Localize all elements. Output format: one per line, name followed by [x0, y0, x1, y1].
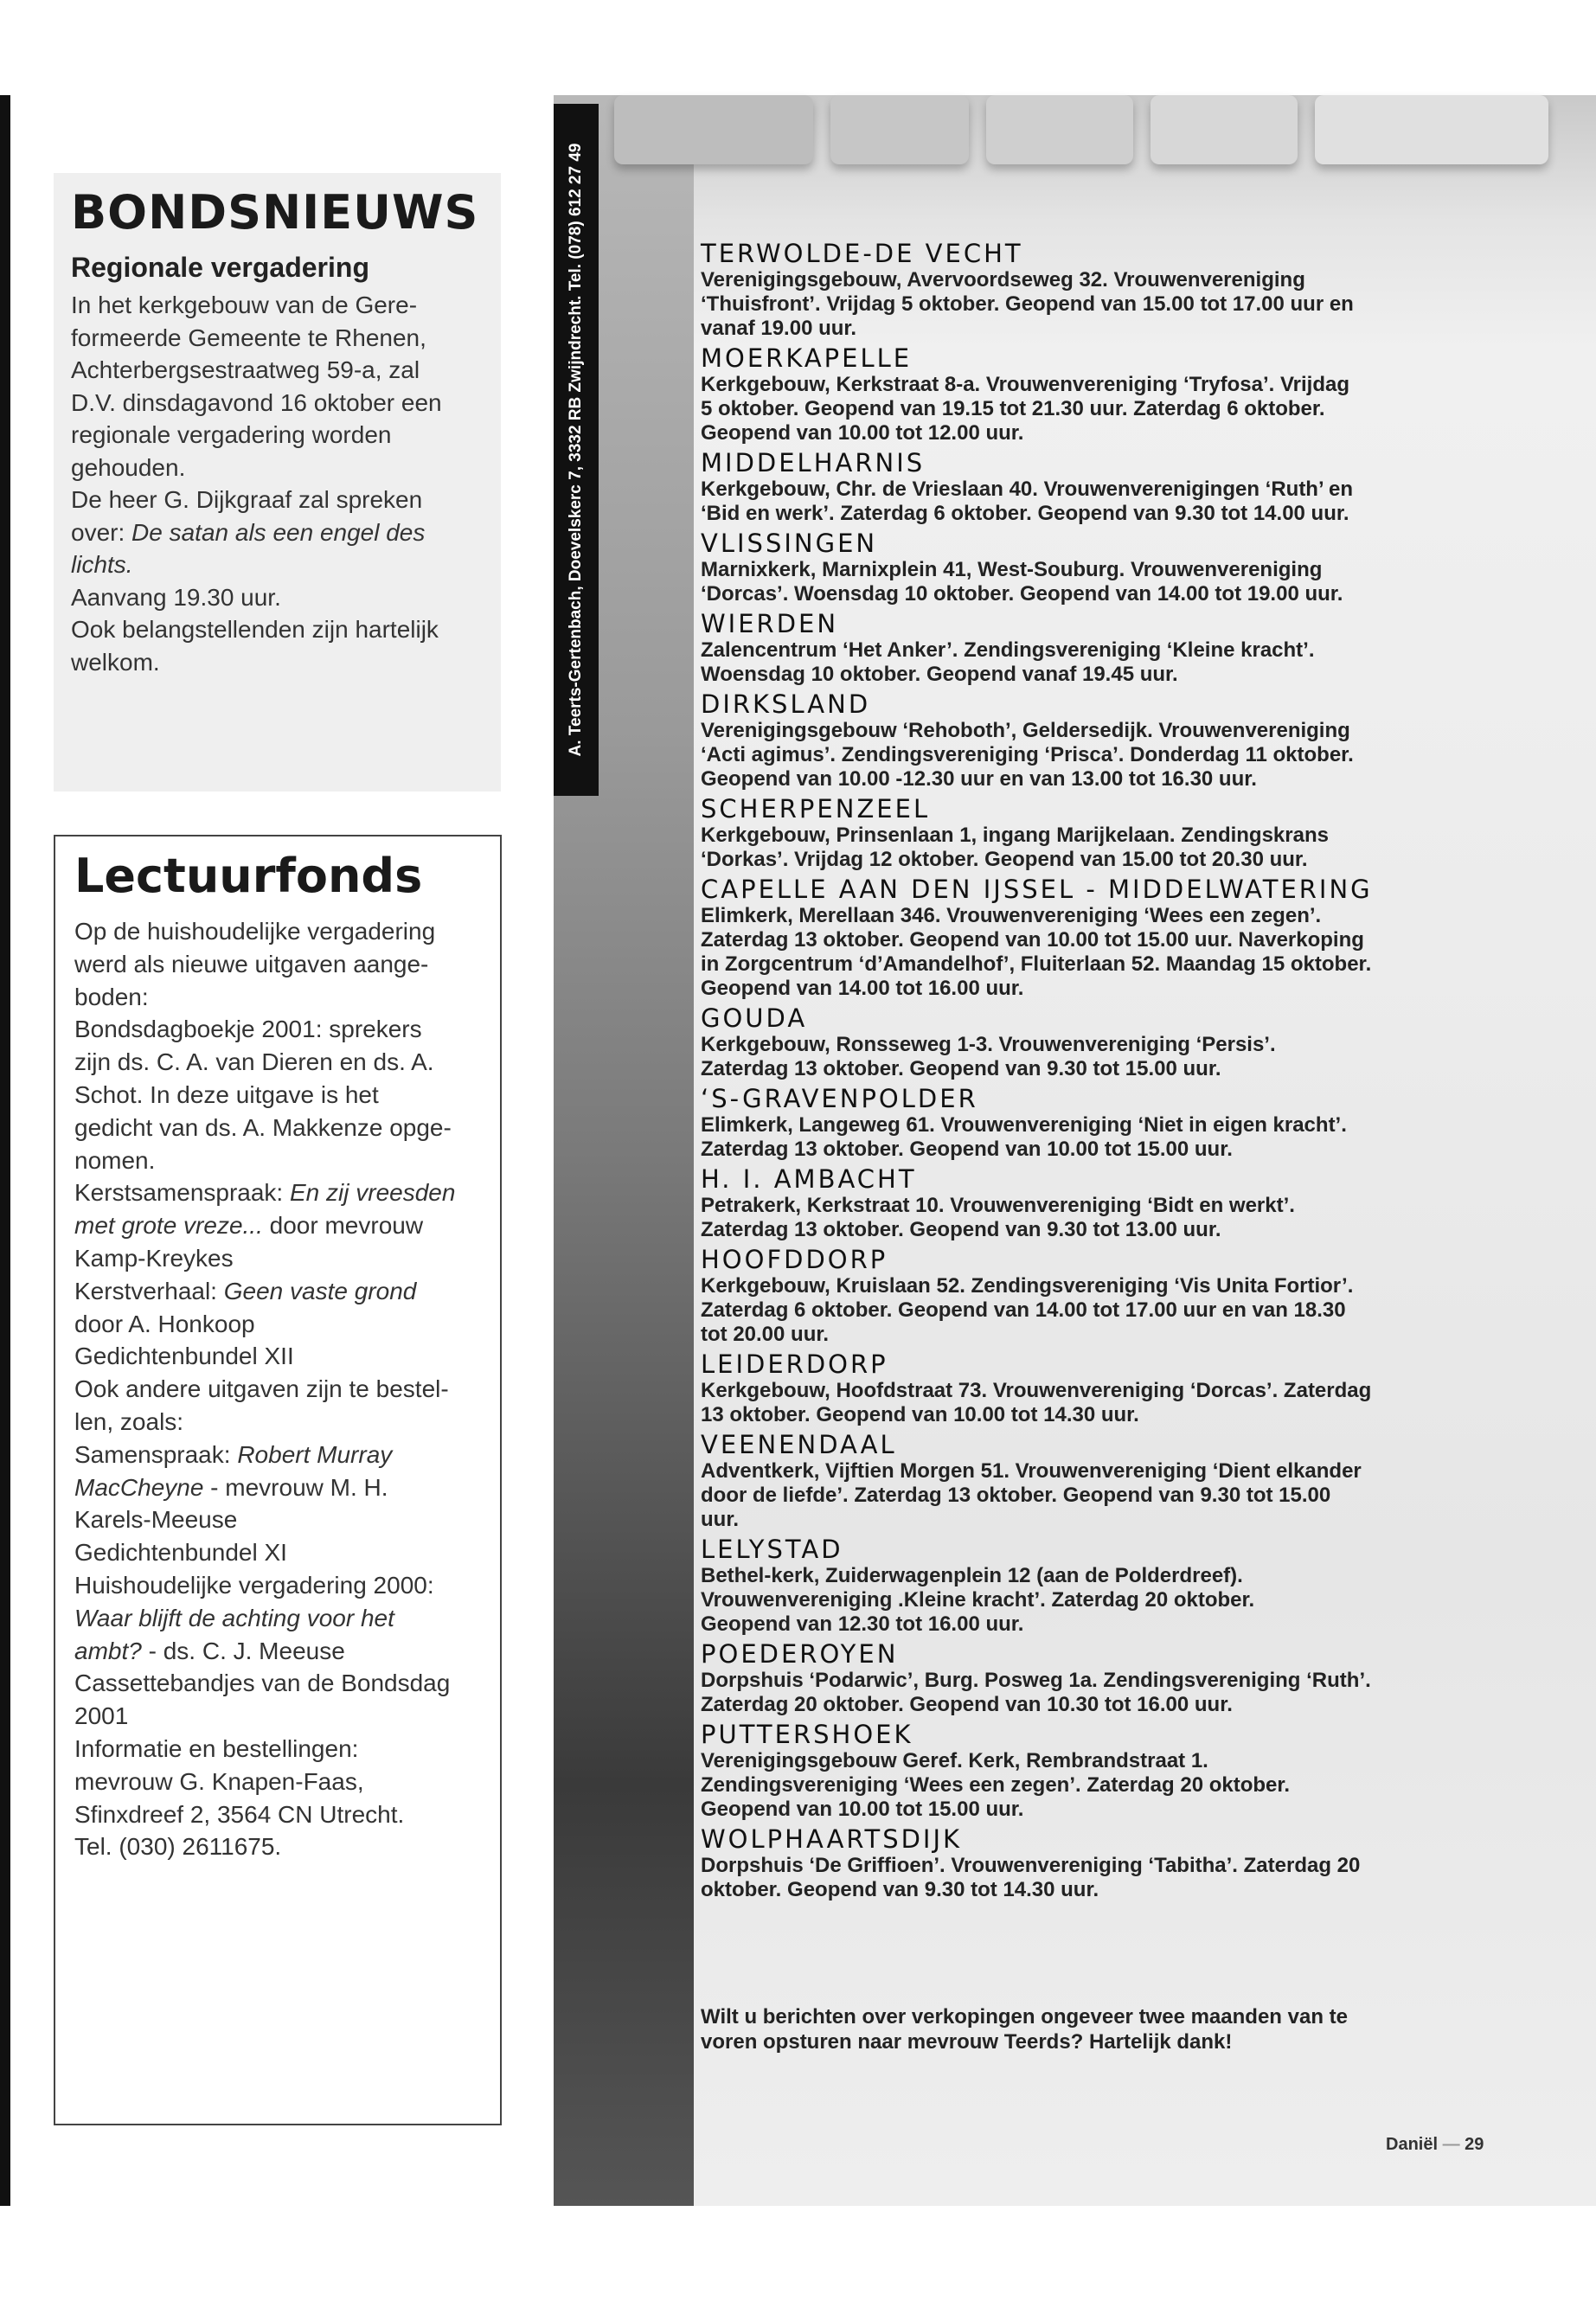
listing-detail-line: ‘Thuisfront’. Vrijdag 5 oktober. Geopend van 15.00 tot 17.00 uur en	[701, 292, 1354, 316]
listing-town: VEENENDAAL	[701, 1430, 897, 1459]
listing-detail-line: Kerkgebouw, Chr. de Vrieslaan 40. Vrouwenverenigingen ‘Ruth’ en	[701, 478, 1353, 501]
lectuurfonds-line: boden:	[74, 983, 149, 1010]
listing-detail-line: door de liefde’. Zaterdag 13 oktober. Geopend van 9.30 tot 15.00	[701, 1484, 1331, 1507]
lectuurfonds-line: Tel. (030) 2611675.	[74, 1833, 282, 1861]
listing-town: DIRKSLAND	[701, 689, 871, 719]
listing-detail-line: Zaterdag 6 oktober. Geopend van 14.00 tot 17.00 uur en van 18.30	[701, 1298, 1346, 1322]
listing-town: VLISSINGEN	[701, 529, 878, 558]
lectuurfonds-samenspraak-label: Samenspraak:	[74, 1440, 238, 1468]
listing-town: WIERDEN	[701, 609, 839, 638]
listing-detail-line: Geopend van 14.00 tot 16.00 uur.	[701, 977, 1024, 1000]
listing-detail-line: Kerkgebouw, Kruislaan 52. Zendingsvereniging ‘Vis Unita Fortior’.	[701, 1274, 1354, 1298]
listing-detail-line: Zaterdag 13 oktober. Geopend van 10.00 tot 15.00 uur. Naverkoping	[701, 928, 1364, 952]
bondsnieuws-line: D.V. dinsdagavond 16 oktober een	[71, 388, 442, 416]
listing-detail-line: Vrouwenvereniging .Kleine kracht’. Zaterdag 20 oktober.	[701, 1588, 1255, 1612]
listing-detail-line: ‘Dorcas’. Woensdag 10 oktober. Geopend van 14.00 tot 19.00 uur.	[701, 582, 1343, 606]
listing-town: CAPELLE AAN DEN IJSSEL - MIDDELWATERING	[701, 875, 1373, 904]
listing-entry	[701, 529, 1566, 606]
listing-detail-line: Petrakerk, Kerkstraat 10. Vrouwenvereniging ‘Bidt en werkt’.	[701, 1194, 1295, 1217]
listing-detail-line: Dorpshuis ‘De Griffioen’. Vrouwenvereniging ‘Tabitha’. Zaterdag 20	[701, 1854, 1361, 1877]
bondsnieuws-line: formeerde Gemeente te Rhenen,	[71, 324, 426, 351]
lectuurfonds-line	[74, 1471, 483, 1504]
sale-listings	[701, 239, 1566, 1905]
listing-detail-line: Zaterdag 20 oktober. Geopend van 10.30 tot 16.00 uur.	[701, 1693, 1233, 1716]
listing-entry	[701, 1639, 1566, 1717]
listing-town: LELYSTAD	[701, 1535, 843, 1564]
listing-town: LEIDERDORP	[701, 1349, 888, 1379]
listing-entry	[701, 609, 1566, 687]
listing-detail-line: Verenigingsgebouw Geref. Kerk, Rembrandstraat 1.	[701, 1749, 1208, 1772]
bondsnieuws-line: In het kerkgebouw van de Gere-	[71, 292, 418, 318]
lectuurfonds-box	[54, 835, 502, 2125]
listing-entry	[701, 1720, 1566, 1822]
listing-detail-line: Geopend van 10.00 -12.30 uur en van 13.00 tot 16.30 uur.	[701, 767, 1257, 791]
lectuurfonds-kerst-italic-2: met grote vreze...	[74, 1212, 263, 1240]
listing-entry	[701, 875, 1566, 1001]
left-margin-rule	[0, 95, 10, 2206]
footnote-line: voren opsturen naar mevrouw Teerds? Hartelijk dank!	[701, 2030, 1233, 2054]
lectuurfonds-line: Op de huishoudelijke vergadering	[74, 918, 436, 945]
photo-credit-bar	[554, 104, 599, 796]
listing-entry	[701, 1349, 1566, 1427]
lectuurfonds-line: Karels-Meeuse	[74, 1506, 238, 1534]
magazine-name: Daniël	[1386, 2135, 1439, 2154]
listing-town: MIDDELHARNIS	[701, 448, 926, 478]
bondsnieuws-line	[71, 516, 484, 549]
lectuurfonds-line: Kamp-Kreykes	[74, 1244, 234, 1272]
listing-detail-line: Verenigingsgebouw, Avervoordseweg 32. Vrouwenvereniging	[701, 268, 1305, 292]
listing-detail-line: Kerkgebouw, Prinsenlaan 1, ingang Marijkelaan. Zendingskrans	[701, 824, 1329, 847]
lectuurfonds-line: Ook andere uitgaven zijn te bestel-	[74, 1375, 449, 1403]
listing-town: SCHERPENZEEL	[701, 794, 931, 824]
listings-footnote	[701, 2004, 1548, 2054]
lectuurfonds-kerst-author: door mevrouw	[262, 1212, 424, 1240]
listing-detail-line: tot 20.00 uur.	[701, 1323, 830, 1346]
listing-detail-line: Bethel-kerk, Zuiderwagenplein 12 (aan de Polderdreef).	[701, 1564, 1243, 1587]
lectuurfonds-line	[74, 1439, 483, 1471]
footnote-line: Wilt u berichten over verkopingen ongeveer twee maanden van te	[701, 2005, 1348, 2029]
lectuurfonds-line: Bondsdagboekje 2001: sprekers	[74, 1016, 422, 1043]
listing-detail-line: 5 oktober. Geopend van 19.15 tot 21.30 uur. Zaterdag 6 oktober.	[701, 397, 1325, 420]
listing-detail-line: Woensdag 10 oktober. Geopend vanaf 19.45 uur.	[701, 663, 1178, 686]
bondsnieuws-line: Aanvang 19.30 uur.	[71, 583, 281, 611]
lectuurfonds-verhaal-label: Kerstverhaal:	[74, 1277, 224, 1304]
listing-entry	[701, 1164, 1566, 1242]
lectuurfonds-kerst-label: Kerstsamenspraak:	[74, 1179, 290, 1207]
footer-separator: —	[1442, 2135, 1465, 2154]
listing-town: POEDEROYEN	[701, 1639, 899, 1669]
listing-town: PUTTERSHOEK	[701, 1720, 913, 1749]
lectuurfonds-line: Huishoudelijke vergadering 2000:	[74, 1571, 434, 1599]
lectuurfonds-ambt-italic-2: ambt?	[74, 1637, 142, 1664]
keyboard-key-decoration	[830, 95, 969, 164]
keyboard-key-decoration	[614, 95, 813, 164]
listing-detail-line: Zaterdag 13 oktober. Geopend van 9.30 tot 13.00 uur.	[701, 1218, 1221, 1241]
lectuurfonds-samenspraak-italic-2: MacCheyne	[74, 1473, 204, 1501]
bondsnieuws-line: welkom.	[71, 648, 160, 676]
listing-detail-line: in Zorgcentrum ‘d’Amandelhof’, Fluiterlaan 52. Maandag 15 oktober.	[701, 952, 1372, 976]
listing-detail-line: Dorpshuis ‘Podarwic’, Burg. Posweg 1a. Zendingsvereniging ‘Ruth’.	[701, 1669, 1371, 1692]
listing-entry	[701, 1430, 1566, 1532]
bondsnieuws-title-italic: De satan als een engel des	[131, 518, 426, 546]
photo-credit-text: A. Teerts-Gertenbach, Doevelskerc 7, 3332 RB Zwijndrecht. Tel. (078) 612 27 49	[567, 143, 585, 757]
lectuurfonds-verhaal-italic: Geen vaste grond	[223, 1277, 417, 1304]
lectuurfonds-line	[74, 1602, 483, 1635]
listing-detail-line: 13 oktober. Geopend van 10.00 tot 14.30 uur.	[701, 1403, 1139, 1426]
bondsnieuws-box	[54, 173, 501, 792]
lectuurfonds-line: mevrouw G. Knapen-Faas,	[74, 1767, 364, 1795]
listing-town: HOOFDDORP	[701, 1245, 888, 1274]
listing-detail-line: ‘Acti agimus’. Zendingsvereniging ‘Prisca’. Donderdag 11 oktober.	[701, 743, 1354, 766]
lectuurfonds-line: door A. Honkoop	[74, 1310, 255, 1337]
listing-entry	[701, 239, 1566, 341]
listing-detail-line: vanaf 19.00 uur.	[701, 317, 857, 340]
listing-entry	[701, 343, 1566, 445]
listing-detail-line: Elimkerk, Merellaan 346. Vrouwenvereniging ‘Wees een zegen’.	[701, 904, 1322, 927]
listing-detail-line: Geopend van 10.00 tot 12.00 uur.	[701, 421, 1024, 445]
listing-detail-line: Kerkgebouw, Ronsseweg 1-3. Vrouwenvereniging ‘Persis’.	[701, 1033, 1276, 1056]
listing-detail-line: Marnixkerk, Marnixplein 41, West-Souburg. Vrouwenvereniging	[701, 558, 1323, 581]
keyboard-key-decoration	[1151, 95, 1298, 164]
listing-detail-line: Geopend van 10.00 tot 15.00 uur.	[701, 1798, 1024, 1821]
listing-detail-line: Elimkerk, Langeweg 61. Vrouwenvereniging ‘Niet in eigen kracht’.	[701, 1113, 1347, 1137]
lectuurfonds-samenspraak-italic: Robert Murray	[237, 1440, 393, 1468]
lectuurfonds-line: zijn ds. C. A. van Dieren en ds. A.	[74, 1048, 434, 1076]
lectuurfonds-line	[74, 1275, 483, 1308]
lectuurfonds-line: Cassettebandjes van de Bondsdag	[74, 1670, 451, 1697]
bondsnieuws-line: De heer G. Dijkgraaf zal spreken	[71, 486, 423, 513]
page-footer	[1386, 2135, 1484, 2155]
lectuurfonds-kerst-italic: En zij vreesden	[290, 1179, 456, 1207]
lectuurfonds-line	[74, 1209, 483, 1242]
listing-entry	[701, 1535, 1566, 1637]
listing-town: H. I. AMBACHT	[701, 1164, 917, 1194]
listing-detail-line: uur.	[701, 1508, 740, 1531]
listing-detail-line: Kerkgebouw, Hoofdstraat 73. Vrouwenvereniging ‘Dorcas’. Zaterdag	[701, 1379, 1372, 1402]
lectuurfonds-line: nomen.	[74, 1146, 156, 1174]
bondsnieuws-line: Achterbergsestraatweg 59-a, zal	[71, 356, 420, 383]
bondsnieuws-over: over:	[71, 518, 132, 546]
listing-detail-line: Verenigingsgebouw ‘Rehoboth’, Geldersedijk. Vrouwenvereniging	[701, 719, 1350, 742]
listing-detail-line: ‘Bid en werk’. Zaterdag 6 oktober. Geopend van 9.30 tot 14.00 uur.	[701, 502, 1349, 525]
bondsnieuws-title-italic-2: lichts.	[71, 551, 133, 578]
lectuurfonds-line: Schot. In deze uitgave is het	[74, 1080, 379, 1108]
listing-entry	[701, 1003, 1566, 1081]
lectuurfonds-line: 2001	[74, 1702, 129, 1730]
listing-detail-line: Zendingsvereniging ‘Wees een zegen’. Zaterdag 20 oktober.	[701, 1773, 1291, 1797]
lectuurfonds-samenspraak-author: - mevrouw M. H.	[203, 1473, 388, 1501]
bondsnieuws-line: gehouden.	[71, 453, 186, 481]
lectuurfonds-line: len, zoals:	[74, 1407, 184, 1435]
listing-town: ‘S-GRAVENPOLDER	[701, 1084, 978, 1113]
bondsnieuws-line: regionale vergadering worden	[71, 421, 392, 448]
listing-detail-line: Zaterdag 13 oktober. Geopend van 10.00 tot 15.00 uur.	[701, 1138, 1233, 1161]
listing-entry	[701, 689, 1566, 792]
listing-entry	[701, 1084, 1566, 1162]
listing-detail-line: Zaterdag 13 oktober. Geopend van 9.30 tot 15.00 uur.	[701, 1057, 1221, 1080]
lectuurfonds-ambt-italic: Waar blijft de achting voor het	[74, 1604, 394, 1631]
listing-town: MOERKAPELLE	[701, 343, 913, 373]
bondsnieuws-title: BONDSNIEUWS	[71, 185, 479, 240]
lectuurfonds-line: werd als nieuwe uitgaven aange-	[74, 950, 429, 977]
lectuurfonds-line: Gedichtenbundel XI	[74, 1539, 287, 1567]
lectuurfonds-line: Sfinxdreef 2, 3564 CN Utrecht.	[74, 1800, 405, 1828]
lectuurfonds-line	[74, 1635, 483, 1668]
lectuurfonds-title: Lectuurfonds	[74, 849, 423, 903]
keyboard-key-decoration	[986, 95, 1133, 164]
listing-town: GOUDA	[701, 1003, 808, 1033]
listing-detail-line: Geopend van 12.30 tot 16.00 uur.	[701, 1612, 1024, 1636]
keyboard-key-decoration	[1315, 95, 1548, 164]
listing-detail-line: oktober. Geopend van 9.30 tot 14.30 uur.	[701, 1878, 1099, 1901]
bondsnieuws-line: Ook belangstellenden zijn hartelijk	[71, 616, 439, 643]
lectuurfonds-line	[74, 1176, 483, 1209]
listing-entry	[701, 448, 1566, 526]
listing-detail-line: ‘Dorkas’. Vrijdag 12 oktober. Geopend van 15.00 tot 20.30 uur.	[701, 848, 1308, 871]
listing-town: TERWOLDE-DE VECHT	[701, 239, 1023, 268]
lectuurfonds-ambt-author: - ds. C. J. Meeuse	[141, 1637, 345, 1664]
bondsnieuws-line	[71, 548, 484, 581]
listing-detail-line: Zalencentrum ‘Het Anker’. Zendingsvereniging ‘Kleine kracht’.	[701, 638, 1315, 662]
lectuurfonds-line: Gedichtenbundel XII	[74, 1343, 294, 1370]
listing-entry	[701, 1824, 1566, 1902]
listing-entry	[701, 1245, 1566, 1347]
listing-detail-line: Adventkerk, Vijftien Morgen 51. Vrouwenvereniging ‘Dient elkander	[701, 1459, 1362, 1483]
lectuurfonds-line: gedicht van ds. A. Makkenze opge-	[74, 1113, 452, 1141]
bondsnieuws-subtitle: Regionale vergadering	[71, 252, 369, 283]
listing-town: WOLPHAARTSDIJK	[701, 1824, 963, 1854]
page-number: 29	[1465, 2135, 1484, 2154]
listing-detail-line: Kerkgebouw, Kerkstraat 8-a. Vrouwenvereniging ‘Tryfosa’. Vrijdag	[701, 373, 1350, 396]
lectuurfonds-line: Informatie en bestellingen:	[74, 1734, 359, 1762]
listing-entry	[701, 794, 1566, 872]
